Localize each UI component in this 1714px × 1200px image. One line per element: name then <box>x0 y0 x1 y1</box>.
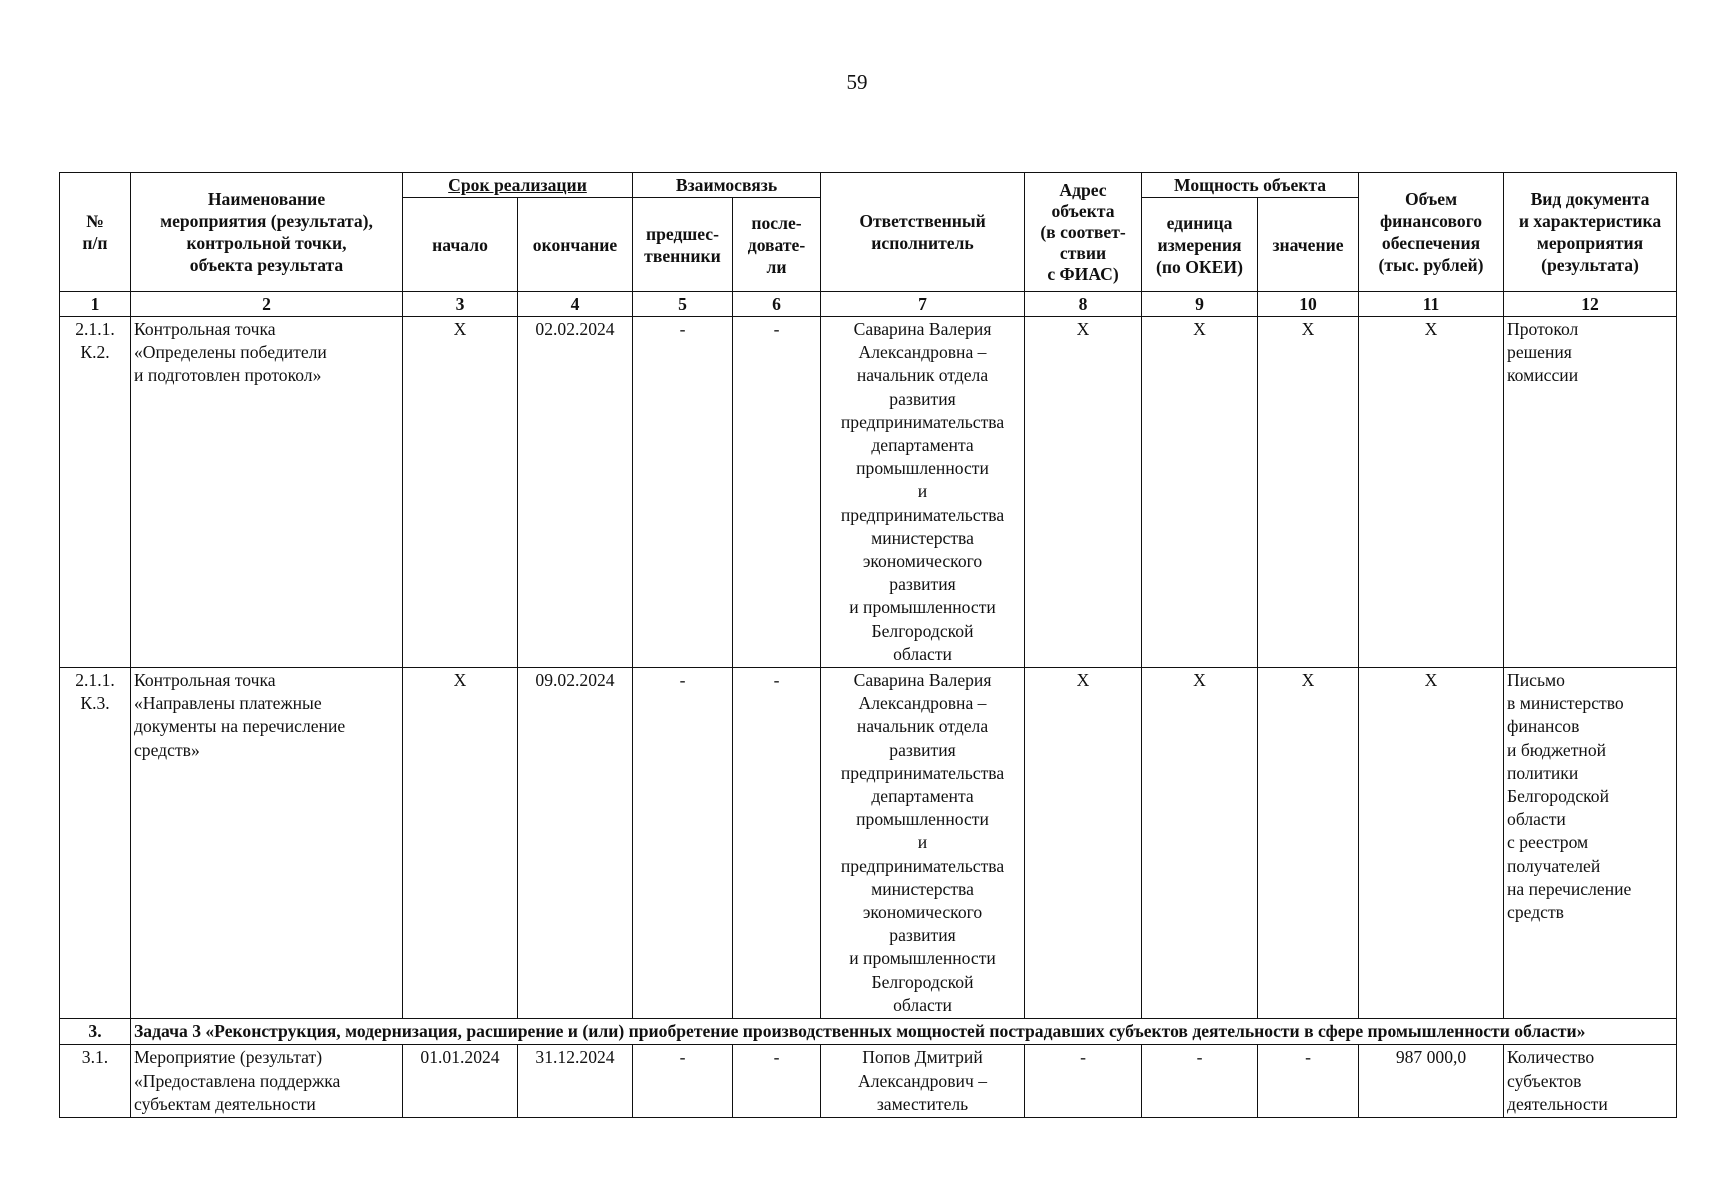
row-responsible: Попов Дмитрий Александрович – заместитель <box>821 1045 1025 1118</box>
row-unit: - <box>1142 1045 1258 1118</box>
column-number: 3 <box>403 292 518 317</box>
row-end: 09.02.2024 <box>518 668 633 1019</box>
header-term-label: Срок реализации <box>448 175 587 195</box>
row-start: Х <box>403 668 518 1019</box>
table-row <box>60 1045 1677 1118</box>
header-volume: Объем финансового обеспечения (тыс. рублей) <box>1359 173 1504 292</box>
table-row <box>60 668 1677 1019</box>
header-succ: после- довате- ли <box>733 198 821 292</box>
header-term <box>403 173 633 198</box>
row-unit: Х <box>1142 317 1258 668</box>
column-number: 8 <box>1025 292 1142 317</box>
row-name: Мероприятие (результат) «Предоставлена поддержка субъектам деятельности <box>131 1045 403 1118</box>
row-address: Х <box>1025 317 1142 668</box>
row-volume: Х <box>1359 317 1504 668</box>
row-volume: 987 000,0 <box>1359 1045 1504 1118</box>
task-text: Задача 3 «Реконструкция, модернизация, расширение и (или) приобретение производственных мощностей пострадавших субъектов деятельности в сфере промышленности области» <box>131 1019 1677 1045</box>
column-number: 2 <box>131 292 403 317</box>
row-pred: - <box>633 317 733 668</box>
row-document: Количество субъектов деятельности <box>1504 1045 1677 1118</box>
row-document: Протокол решения комиссии <box>1504 317 1677 668</box>
column-number: 11 <box>1359 292 1504 317</box>
table-row <box>60 317 1677 668</box>
column-number: 10 <box>1258 292 1359 317</box>
row-num: 2.1.1. К.2. <box>60 317 131 668</box>
header-start: начало <box>403 198 518 292</box>
row-value: - <box>1258 1045 1359 1118</box>
row-responsible: Саварина Валерия Александровна – начальник отдела развития предпринимательства департамента промышленности и предпринимательства министерства экономического развития и промышленности Белгородской области <box>821 668 1025 1019</box>
row-value: Х <box>1258 668 1359 1019</box>
row-end: 02.02.2024 <box>518 317 633 668</box>
row-succ: - <box>733 1045 821 1118</box>
row-num: 3.1. <box>60 1045 131 1118</box>
task-num: 3. <box>60 1019 131 1045</box>
row-address: - <box>1025 1045 1142 1118</box>
header-pred: предшес- твенники <box>633 198 733 292</box>
plan-table <box>59 172 1677 1118</box>
header-link: Взаимосвязь <box>633 173 821 198</box>
header-num: № п/п <box>60 173 131 292</box>
column-number: 12 <box>1504 292 1677 317</box>
column-number: 1 <box>60 292 131 317</box>
header-power: Мощность объекта <box>1142 173 1359 198</box>
header-end: окончание <box>518 198 633 292</box>
header-value: значение <box>1258 198 1359 292</box>
column-number: 5 <box>633 292 733 317</box>
column-number: 6 <box>733 292 821 317</box>
row-address: Х <box>1025 668 1142 1019</box>
row-name: Контрольная точка «Определены победители и подготовлен протокол» <box>131 317 403 668</box>
row-document: Письмо в министерство финансов и бюджетной политики Белгородской области с реестром получателей на перечисление средств <box>1504 668 1677 1019</box>
header-addr: Адрес объекта (в соответ- ствии с ФИАС) <box>1025 173 1142 292</box>
row-responsible: Саварина Валерия Александровна – начальник отдела развития предпринимательства департамента промышленности и предпринимательства министерства экономического развития и промышленности Белгородской области <box>821 317 1025 668</box>
column-number: 9 <box>1142 292 1258 317</box>
row-unit: Х <box>1142 668 1258 1019</box>
header-unit: единица измерения (по ОКЕИ) <box>1142 198 1258 292</box>
task-row <box>60 1019 1677 1045</box>
header-name: Наименование мероприятия (результата), контрольной точки, объекта результата <box>131 173 403 292</box>
page-number: 59 <box>846 70 868 94</box>
header-resp: Ответственный исполнитель <box>821 173 1025 292</box>
row-volume: Х <box>1359 668 1504 1019</box>
column-number: 4 <box>518 292 633 317</box>
row-value: Х <box>1258 317 1359 668</box>
header-doc: Вид документа и характеристика мероприятия (результата) <box>1504 173 1677 292</box>
row-name: Контрольная точка «Направлены платежные документы на перечисление средств» <box>131 668 403 1019</box>
row-start: 01.01.2024 <box>403 1045 518 1118</box>
row-start: Х <box>403 317 518 668</box>
row-succ: - <box>733 668 821 1019</box>
row-num: 2.1.1. К.3. <box>60 668 131 1019</box>
column-number: 7 <box>821 292 1025 317</box>
row-pred: - <box>633 668 733 1019</box>
row-pred: - <box>633 1045 733 1118</box>
row-succ: - <box>733 317 821 668</box>
row-end: 31.12.2024 <box>518 1045 633 1118</box>
